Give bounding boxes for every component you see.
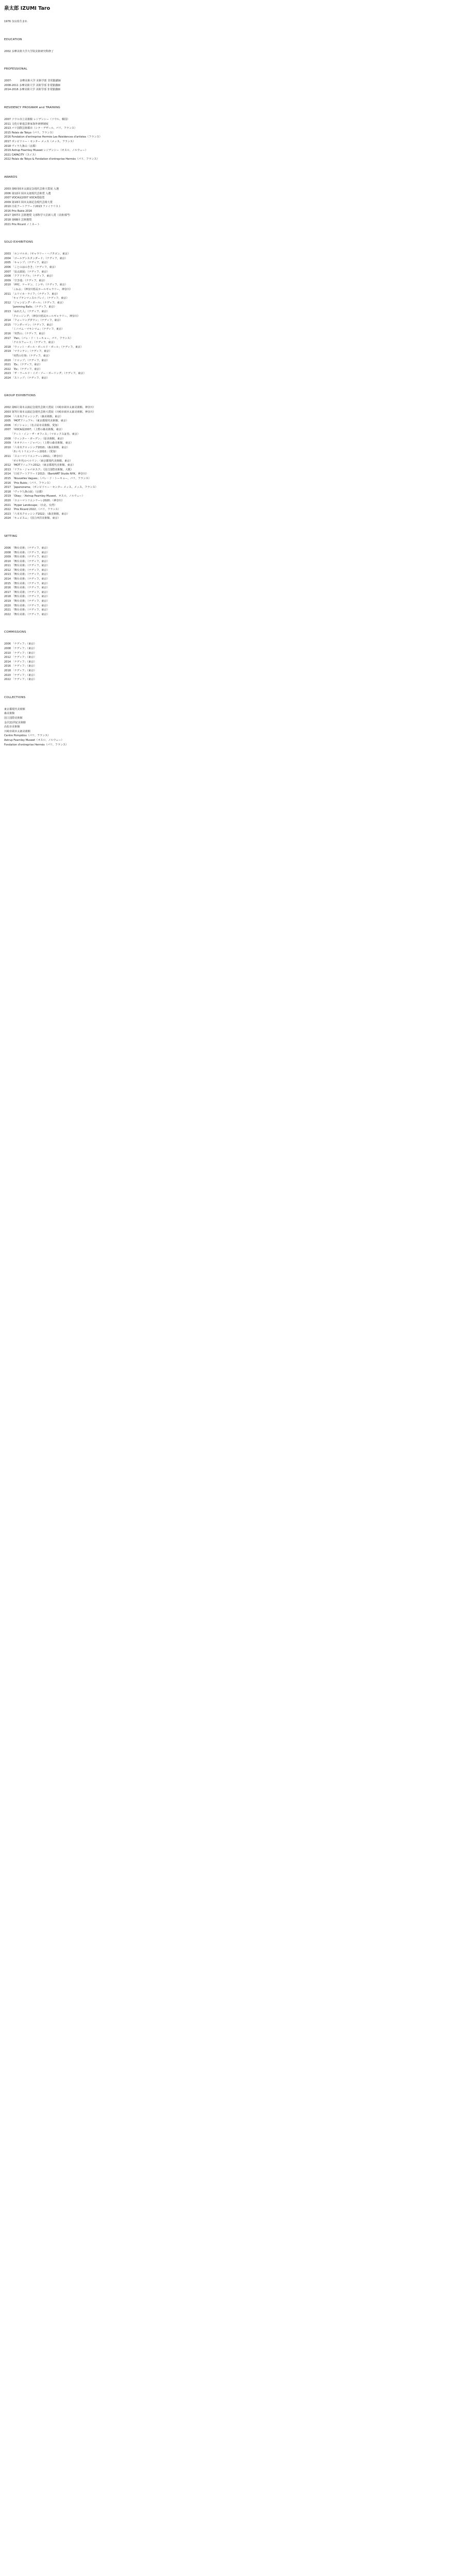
cv-entry: 2008-2011 多摩美術大学 美術学部 非常勤講師 [4,83,61,87]
cv-entry: 2018 ヴィラ九条山（京都） [4,144,38,148]
spacer [4,12,469,20]
section-spacer [4,380,469,394]
section-heading: PROFESSIONAL [4,67,28,71]
cv-entry: 2020 「舞台美術」（ナディフ、東京） [4,604,49,607]
cv-entry: 2023 「ザ・ワールド・イズ・ソー・ボーリング」（ナディフ、東京） [4,372,86,376]
section-education [4,38,469,54]
cv-entry: 2008 「ナディフ」（東京） [4,647,37,650]
cv-entry: 2014 「舞台美術」（ナディフ、東京） [4,578,49,581]
cv-entry: 2012 「ナディフ」（東京） [4,656,37,659]
section-spacer [4,617,469,630]
cv-entry: 2002 第6回 岡本太郎記念現代芸術大賞展（川崎市岡本太郎美術館、神奈川） [4,406,96,410]
section-spacer [4,92,469,106]
cv-entry: 2009 第10回 岡本太郎記念現代芸術大賞 [4,200,53,204]
section-professional [4,67,469,92]
cv-entry: 2008 「ウィンター・ガーデン」（原美術館、東京） [4,437,65,440]
heading-spacer [4,42,469,49]
cv-entry: 2021 「Ex」（ナディフ、東京） [4,363,42,367]
cv-entry: 2010 「ナディフ」（東京） [4,651,37,655]
cv-entry: 2008 「舞台美術」（ナディフ、東京） [4,551,49,554]
cv-entry: Fondation d'entreprise Hermès（パリ、フランス） [4,743,69,747]
section-setting [4,534,469,617]
cv-entry: 2004 「六本木クロッシング」（森美術館、東京） [4,415,63,418]
cv-entry: 2021 CAPACITY（スイス） [4,153,38,157]
cv-entry: 「こねる」（神奈川県民ホールギャラリー、神奈川） [4,288,73,291]
cv-entry: 2014-2016 多摩美術大学 美術学部 非常勤講師 [4,88,61,92]
cv-entry: 2009 「ネオテニー・ジャパン」（上野の森美術館、東京） [4,442,73,445]
cv-entry: 2017 「Japanorama」（ポンピドゥー・センター メッス、メッス、フランス） [4,486,98,489]
cv-entry: 2007 VOCA展2007 VOCA奨励賞 [4,196,45,200]
heading-spacer [4,700,469,707]
cv-entry: 2002 多摩美術大学大学院美術研究科修了 [4,49,54,53]
cv-entry: 2011 「ユリイカ・ライフ」（ナディフ、東京） [4,292,60,296]
cv-entry: 2019 「マウンテン」（ナディフ、東京） [4,350,52,353]
cv-entry: 2022 「ナディフ」（東京） [4,678,37,682]
heading-spacer [4,539,469,546]
section-spacer [4,682,469,696]
section-heading: COMMISSIONS [4,631,26,634]
cv-entry: 2023 「六本木クロッシング2022」（森美術館、東京） [4,512,70,516]
cv-entry: 「アート・イン・ザ・オフィス」（マネックス証券、東京） [4,433,80,436]
section-heading: SETTING [4,534,18,538]
heading-spacer [4,635,469,642]
heading-spacer [4,110,469,117]
cv-entry: 2016 Prix Rubis 2016 [4,209,32,213]
cv-entry: 2013 パリ国際芸術都市（シテ・デザール、パリ、フランス） [4,127,77,130]
cv-entry: 2020 「ヨコハマトリエンナーレ2020」（神奈川） [4,499,64,502]
section-solo-exhibitions [4,240,469,380]
cv-entry: 2011 文化庁新進芸術家海外研修制度 [4,122,48,126]
cv-entry: 2021 「舞台美術」（ナディフ、東京） [4,608,49,612]
cv-entry: 2007 「VOCA展2007」（上野の森美術館、東京） [4,428,64,432]
cv-entry: 2015 Palais de Tokyo（パリ、フランス） [4,131,55,134]
section-spacer [4,162,469,175]
heading-spacer [4,180,469,187]
cv-sections [4,24,469,748]
cv-entry: 2017 ポンピドゥー・センター メッス（メッス、フランス） [4,140,76,143]
cv-entry: 東京都現代美術館 [4,707,25,711]
section-awards [4,175,469,227]
cv-entry: 2022 Palais de Tokyo & Fondation d'entreprise Hermès（パリ、フランス） [4,158,99,161]
cv-entry: 2014 「ナディフ」（東京） [4,660,37,664]
cv-entry: 2018 「ナディフ」（東京） [4,669,37,672]
section-heading: GROUP EXHIBITIONS [4,394,36,398]
section-group-exhibitions [4,394,469,520]
cv-entry: 2016 Fondation d'entreprise Hermès Les Résidences d'artistes（フランス） [4,135,102,139]
section-heading: COLLECTIONS [4,696,26,699]
cv-entry: 2016 「突然の」（ナディフ、東京） [4,332,47,335]
cv-entry: 「ミニマム・マキシマム」（ナディフ、東京） [4,328,64,331]
cv-entry: 2014 「日産アートアワード2013」（BankART Studio NYK、神奈川） [4,472,89,476]
cv-entry: 2018 第68回 芸術選奨 [4,218,32,222]
cv-entry: Centre Pompidou（パリ、フランス） [4,734,51,738]
cv-entry: 「突然の仕事」（ナディフ、東京） [4,354,51,358]
heading-spacer [4,72,469,79]
cv-entry: 2012 「MOTアニュアル2012」（東京都現代美術館、東京） [4,464,75,467]
section-heading: AWARDS [4,175,18,179]
cv-entry: 2004 「ゴールデンスタンダード」（ナディフ、東京） [4,257,68,260]
cv-entry: 2018 「ウィット・ボール・ボールド・ボール」（ナディフ、東京） [4,345,83,349]
cv-entry: 「Jamming Balls」（ナディフ、東京） [4,306,57,309]
cv-entry: 2007 ソウル市立美術館 レジデンシー（ソウル、韓国） [4,117,70,121]
cv-entry: 森美術館 [4,712,15,716]
cv-entry: 国立国際美術館 [4,716,23,720]
section-heading: RESIDENCY PROGRAM and TRAINING [4,106,60,109]
cv-entry: 2009 「舞台美術」（ナディフ、東京） [4,555,49,559]
artist-birth: 1976 奈良県生まれ [4,20,28,23]
cv-entry: 2011 「舞台美術」（ナディフ、東京） [4,564,49,568]
cv-entry: 2013 「ぬれた人」（ナディフ、東京） [4,310,49,313]
cv-entry: 「ゼロ年代のベルリン」（東京都現代美術館、東京） [4,459,73,463]
cv-entry: 2006 第12回 岡本太郎現代芸術賞 入選 [4,192,51,195]
cv-entry: 2010 「六本木クロッシング2010」（森美術館、東京） [4,446,70,449]
cv-entry: 「クロージング」（神奈川県民ホールギャラリー、神奈川） [4,314,80,318]
cv-entry: 2021 Prix Ricard ノミネート [4,223,40,226]
cv-entry: 2016 「Prix Rubis」（パリ、フランス） [4,481,52,485]
heading-spacer [4,398,469,405]
cv-entry: 2017 「Pan」（パレ・ド・トーキョー、パリ、フランス） [4,336,73,340]
cv-entry: 2014 「フォーリングダウン」（ナディフ、東京） [4,319,62,323]
cv-entry: 2003 第6回岡本太郎記念現代芸術大賞展 入選 [4,187,59,191]
cv-entry: 2008 「クアドラプル」（ナディフ、東京） [4,275,55,278]
cv-entry: 2012 「ジャンピング・ボール」（ナディフ、東京） [4,301,65,304]
cv-entry: 2022 「Prix Ricard 2022」（パリ、フランス） [4,508,61,512]
cv-entry: 「あいちトリエンナーレ2010」（愛知） [4,450,58,454]
cv-entry: 2019 「舞台美術」（ナディフ、東京） [4,600,49,603]
cv-entry: 2017 「舞台美術」（ナディフ、東京） [4,590,49,594]
cv-entry: 2016 「舞台美術」（ナディフ、東京） [4,586,49,590]
cv-entry: 2005 「キャンプ」（ナディフ、東京） [4,261,49,265]
section-spacer [4,24,469,38]
cv-entry: 2016 「ナディフ」（東京） [4,665,37,668]
section-spacer [4,227,469,240]
cv-entry: 2011 「ヨコハマトリエンナーレ2011」（神奈川） [4,455,64,458]
section-collections [4,696,469,747]
cv-entry: 高松市美術館 [4,725,20,729]
heading-spacer [4,245,469,252]
cv-entry: 2003 「ホンマルネ」（ギャラリー・ヘプタゴン、東京） [4,252,71,256]
cv-entry: 2010 「神村、ケーヤン、ミンサ」（ナディフ、東京） [4,283,68,287]
cv-entry: 2006 「ことのはのきき」（ナディフ、東京） [4,266,57,269]
section-residency [4,106,469,162]
cv-entry: 「クロスフェード」（ナディフ、東京） [4,341,56,345]
cv-entry: 2020 「ドロップ」（ナディフ、東京） [4,359,49,362]
cv-entry: 2018 「ヴィラ九条山展」（京都） [4,490,44,494]
cv-entry: 2013 「リアル・ジャパネスク」（国立国際美術館、大阪） [4,468,73,471]
cv-entry: 2024 「ストップ」（ナディフ、東京） [4,376,49,380]
cv-entry: 川崎市岡本太郎美術館 [4,730,30,733]
cv-entry: 2015 「Nouvelles Vagues」（パレ・ド・トーキョー、パリ、フランス） [4,477,91,480]
section-spacer [4,521,469,534]
cv-entry: 2010 日産アートアワード2013 ファイナリスト [4,205,61,209]
cv-entry: 「キャプテンマッスルプレイ」（ナディフ、東京） [4,297,69,300]
artist-name: 泉太郎 IZUMI Taro [4,6,51,11]
section-heading: SOLO EXHIBITIONS [4,241,34,244]
cv-entry: 2022 「Ex」（ナディフ、東京） [4,367,42,371]
cv-entry: 2007 「泉太郎展」（ナディフ、東京） [4,270,49,274]
cv-entry: 2009 「空き地」（ナディフ、東京） [4,279,47,282]
cv-entry: 2017 第67回 芸術選奨 文部科学大臣新人賞（美術部門） [4,214,72,217]
section-commissions [4,630,469,682]
section-heading: EDUCATION [4,38,22,41]
cv-entry: Astrup Fearnley Museet（オスロ、ノルウェー） [4,738,64,742]
cv-entry: 2022 「舞台美術」（ナディフ、東京） [4,613,49,616]
cv-entry: 金沢21世紀美術館 [4,721,26,724]
cv-entry: 2015 「ワンダーマン」（ナディフ、東京） [4,323,55,327]
cv-entry: 2006 「ナディフ」（東京） [4,642,37,646]
cv-entry: 2006 「舞台美術」（ナディフ、東京） [4,546,49,550]
cv-entry: 2010 「舞台美術」（ナディフ、東京） [4,560,49,563]
cv-entry: 2006 「ポジション」（名古屋市美術館、愛知） [4,423,60,427]
cv-entry: 2024 「キュビスム」（国立西洋美術館、東京） [4,517,60,520]
artist-header [4,5,469,24]
cv-entry: 2018 「舞台美術」（ナディフ、東京） [4,595,49,599]
cv-entry: 2013 「舞台美術」（ナディフ、東京） [4,573,49,577]
cv-entry: 2021 「Hyper Landscape」（台北、台湾） [4,503,57,507]
cv-entry: 2003 第7回 岡本太郎記念現代芸術大賞展（川崎市岡本太郎美術館、神奈川） [4,411,96,414]
cv-entry: 2020 「ナディフ」（東京） [4,673,37,677]
cv-entry: 2007- 多摩美術大学 美術学部 非常勤講師 [4,79,61,83]
cv-entry: 2012 「舞台美術」（ナディフ、東京） [4,568,49,572]
cv-entry: 2005 「MOTアニュアル」（東京都現代美術館、東京） [4,419,69,423]
cv-entry: 2019 「Okay」（Astrup Fearnley Museet、オスロ、ノルウェー） [4,495,85,498]
section-spacer [4,54,469,67]
cv-entry: 2019 Astrup Fearnley Museet レジデンシー（オスロ、ノルウェー） [4,149,88,152]
cv-entry: 2015 「舞台美術」（ナディフ、東京） [4,582,49,585]
